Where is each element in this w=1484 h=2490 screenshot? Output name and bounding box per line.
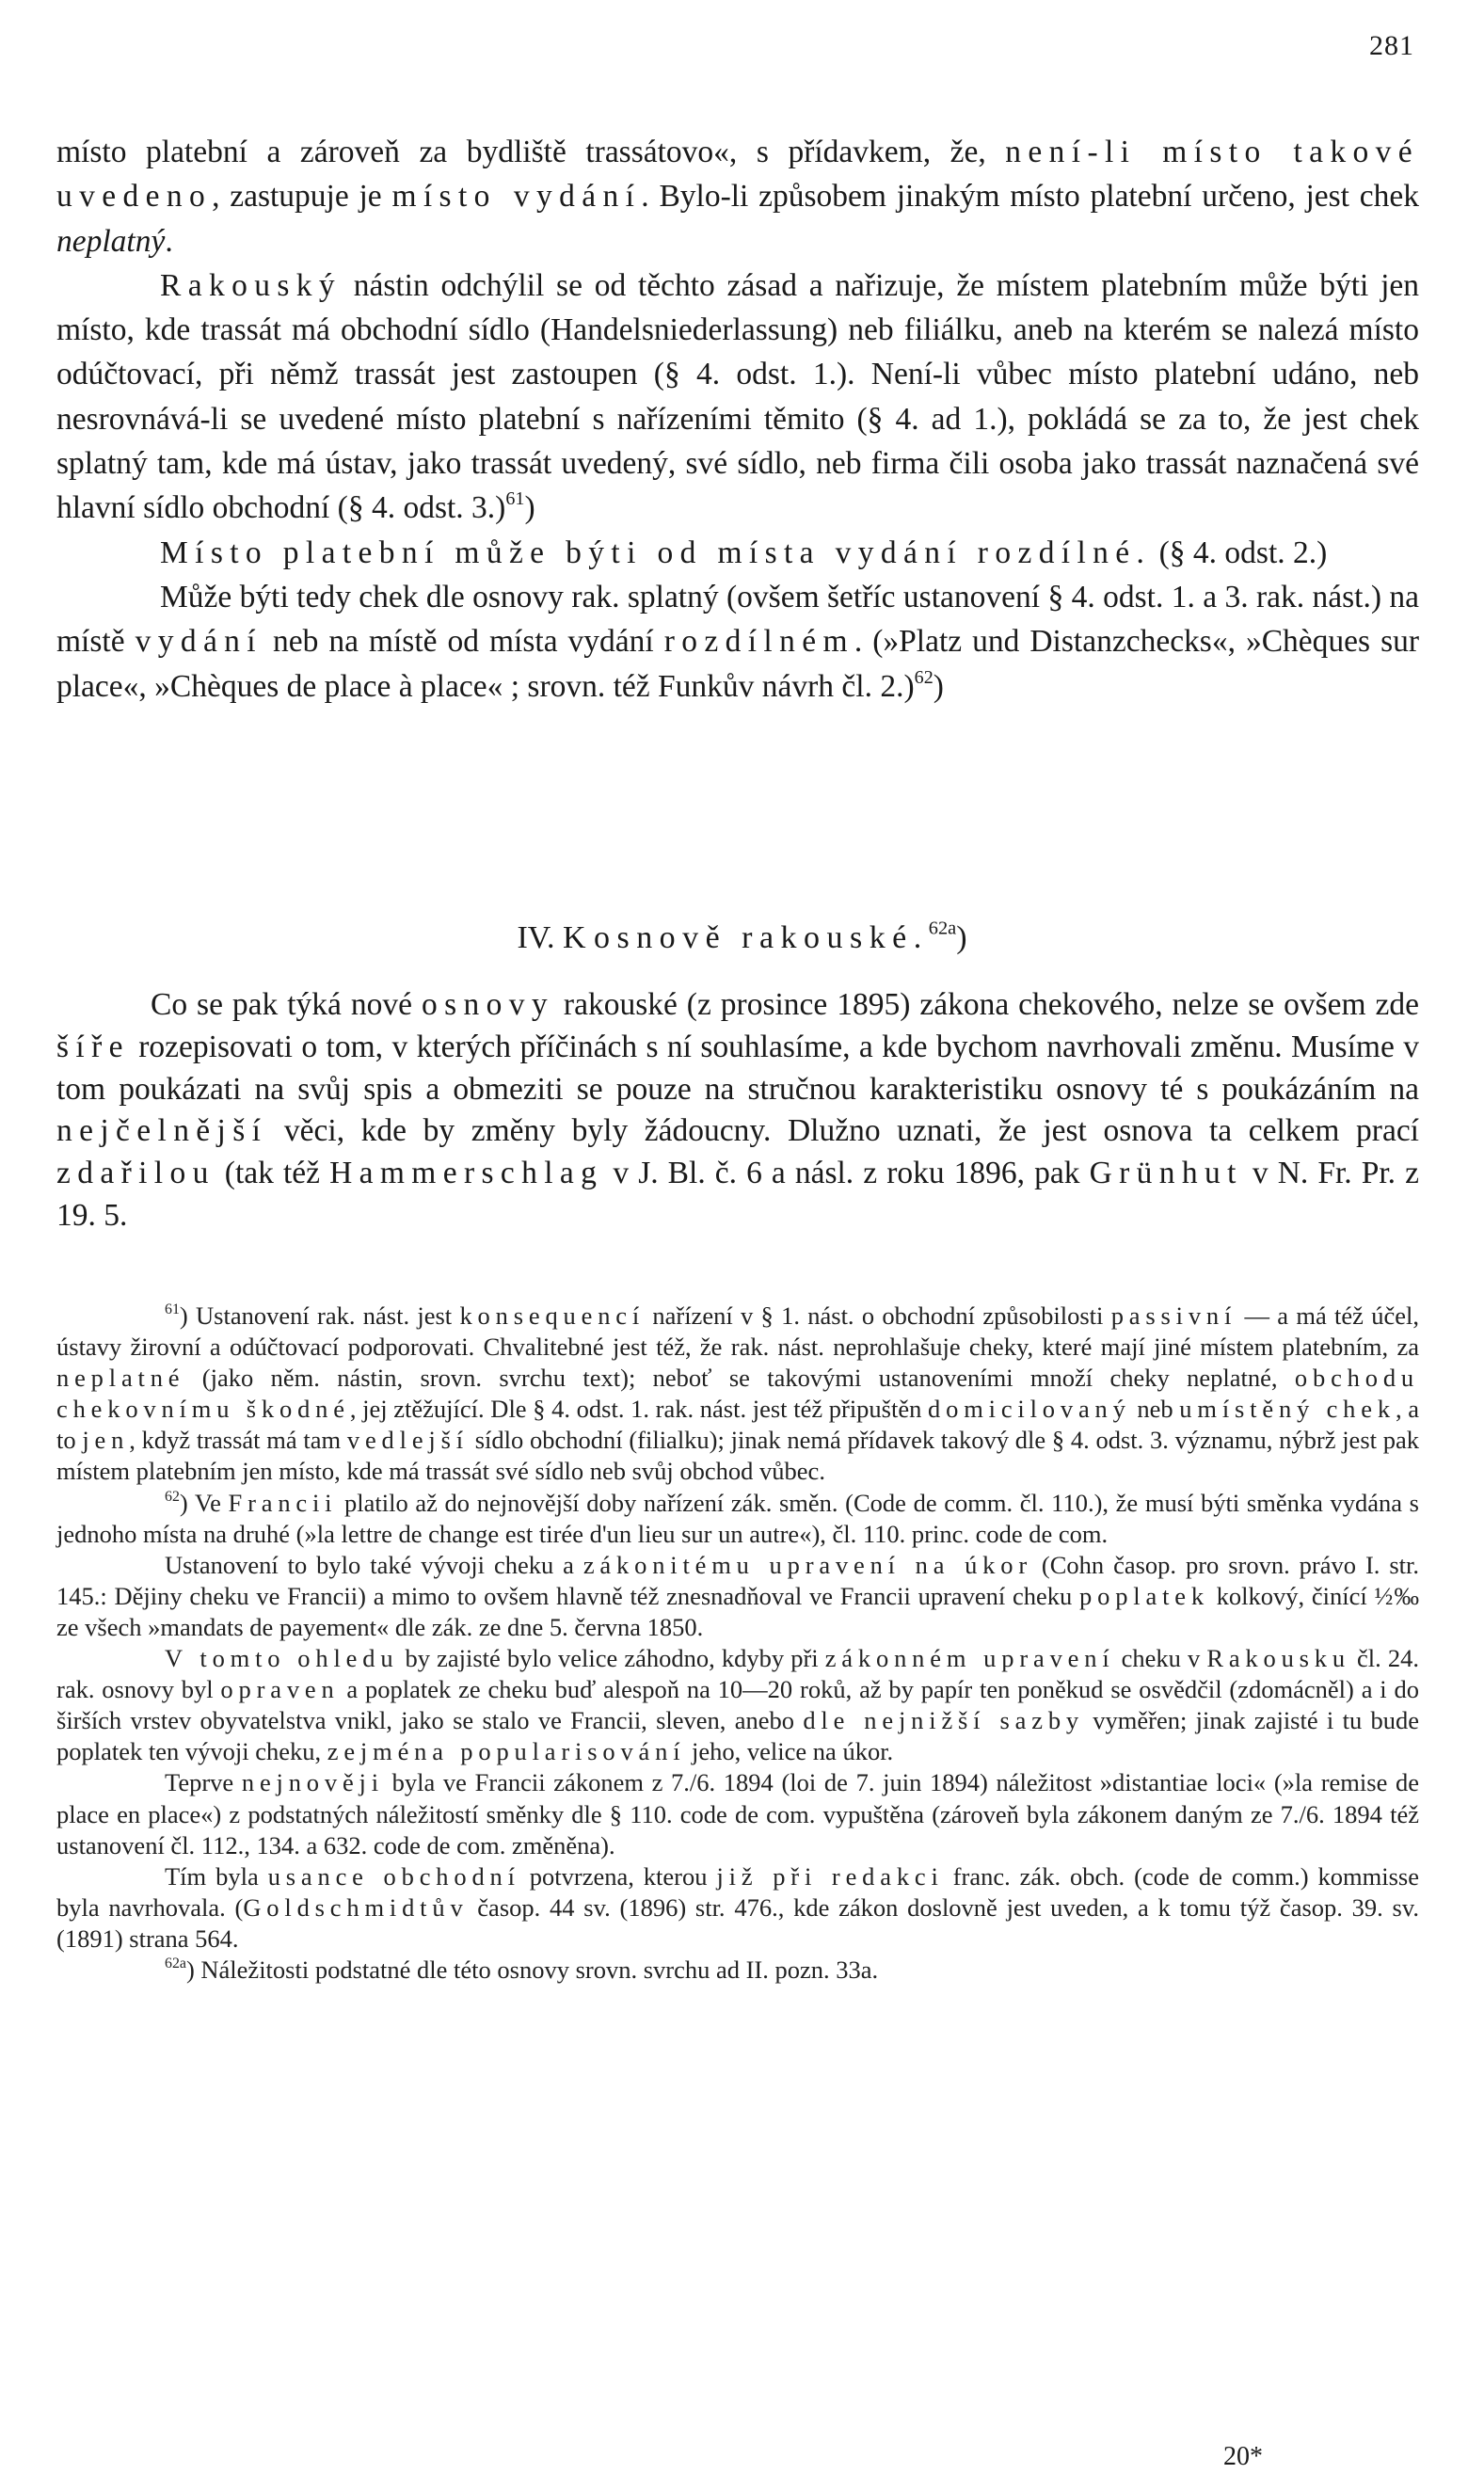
footnote-61 [56, 1301, 1419, 1488]
text-run: . [165, 223, 173, 259]
emphasis-spaced: osnovy [421, 987, 554, 1022]
footnote-ref: 62 [914, 666, 933, 688]
text-run: (Cohn časop. pro srovn. právo I. str. 145.: Dějiny cheku ve Francii) a mimo to ovšem hlavně též znesnadňoval ve Francii upravení cheku [56, 1550, 1419, 1610]
emphasis-spaced: dle nejnižší sazby [803, 1706, 1084, 1735]
text-run: ) Ve [179, 1488, 229, 1517]
emphasis-spaced: již při redakci [716, 1861, 944, 1891]
text-run: ) Ustanovení rak. nást. jest [179, 1301, 460, 1330]
footnote-ref: 62a [928, 918, 957, 939]
text-run: jeho, velice na úkor. [685, 1737, 894, 1766]
emphasis-spaced: zákonitému upravení na úkor [582, 1550, 1032, 1579]
paragraph [56, 531, 1419, 575]
text-run: neb na místě od místa vydání [262, 624, 664, 660]
section-heading [0, 920, 1484, 956]
emphasis-spaced: domicilovaný [928, 1395, 1131, 1424]
section-title: osnově rakouské. [594, 920, 929, 955]
text-run: , a to [56, 1395, 1419, 1455]
emphasis-spaced: usance obchodní [267, 1861, 520, 1891]
footnote-paragraph [56, 1643, 1419, 1767]
section-numeral: IV. K [517, 920, 594, 955]
emphasis-spaced: Goldschmidtův [243, 1892, 469, 1922]
emphasis-spaced: vedlejší [346, 1426, 469, 1455]
text-run: ) [956, 920, 967, 955]
footnote-ref: 61 [505, 488, 525, 510]
text-run: — a má též účel, ústavy žirovní a odúčtovací podporovati. Chvalitebné jest též, že rak. nást. neprohlašuje cheky, které mají jiné místem platebním, za [56, 1301, 1419, 1362]
text-run: rakouské (z prosince 1895) zákona chekového, nelze se ovšem zde [553, 987, 1419, 1022]
text-run: potvrzena, kterou [519, 1861, 717, 1891]
emphasis-spaced: neplatné [56, 1364, 185, 1393]
paragraph [56, 130, 1419, 263]
text-run: , jej ztěžující. Dle § 4. odst. 1. rak. nást. jest též připuštěn [349, 1395, 929, 1424]
text-run: v J. Bl. č. 6 a násl. z roku 1896, pak [603, 1156, 1090, 1191]
footnote-marker: 62 [165, 1488, 180, 1505]
text-run: v N. Fr. Pr. z 19. 5. [56, 1156, 1419, 1233]
main-text [56, 130, 1419, 709]
text-run: byla ve Francii zákonem z 7./6. 1894 (loi de 7. juin 1894) náležitost »distantiae loci« (»la remise de place en place«) z podstatných náležitostí směnky dle § 110. code de com. vypuštěna (zároveň byla zákonem daným ze 7./6. 1894 též ustanovení čl. 112., 134. a 632. code de com. změněna). [56, 1768, 1420, 1860]
emphasis-spaced: Rakousku [1206, 1644, 1350, 1673]
text-run: by zajisté bylo velice záhodno, kdyby při [398, 1644, 825, 1673]
emphasis-spaced: poplatek [1079, 1581, 1209, 1610]
emphasis-spaced: místo vydání [391, 179, 642, 215]
footnote-paragraph [56, 1861, 1419, 1955]
text-run: a poplatek ze cheku buď alespoň na 10—20 roků, až by papír ten poněkud se osvědčil (zdomácněl) a i do širších vrstev obyvatelstva vnikl, jako se stalo ve Francii, sleven, anebo [56, 1675, 1419, 1735]
text-run: sídlo obchodní (filialku); jinak nemá přídavek takový dle § 4. odst. 3. významu, nýbrž jest pak místem platebním jen místo, kde má trassát své sídlo neb svůj obchod vůbec. [56, 1426, 1419, 1486]
emphasis-spaced: rozdílném [663, 624, 854, 660]
emphasis-spaced: obchodu chekovnímu škodné [56, 1364, 1419, 1424]
emphasis-spaced: Grünhut [1089, 1156, 1243, 1191]
text-run: ) Náležitosti podstatné dle této osnovy srovn. svrchu ad II. pozn. 33a. [185, 1955, 879, 1984]
text-run: časop. 44 sv. (1896) str. 476., kde zákon doslovně jest uveden, a k tomu týž časop. 39. sv. (1891) strana 564. [56, 1892, 1419, 1953]
text-run: (jako něm. nástin, srovn. svrchu text); neboť se takovými ustanoveními množí cheky neplatné, [184, 1364, 1295, 1393]
text-run: nástin odchýlil se od těchto zásad a nařizuje, že místem platebním může býti jen místo, kde trassát má obchodní sídlo (Handelsniederlassung) neb filiálku, aneb na kterém se nalezá místo odúčtovací, při němž trassát jest zastoupen (§ 4. odst. 1.). Není-li vůbec místo platební udáno, neb nesrovnává-li se uvedené místo platební s nařízeními těmito (§ 4. ad 1.), pokládá se za to, že jest chek splatný tam, kde má ústav, jako trassát uvedený, své sídlo, neb firma čili osoba jako trassát naznačená své hlavní sídlo obchodní (§ 4. odst. 3.) [56, 267, 1419, 526]
emphasis-spaced: opraven [220, 1675, 340, 1704]
footnote-paragraph [56, 1550, 1419, 1643]
text-run: (§ 4. odst. 2.) [1151, 535, 1328, 570]
emphasis-spaced: umístěný chek [1179, 1395, 1396, 1424]
emphasis-spaced: passivní [1110, 1301, 1237, 1330]
text-run: franc. zák. obch. (code de comm.) kommisse byla navrhovala. ( [56, 1861, 1419, 1922]
emphasis-spaced: zejména popularisování [327, 1737, 686, 1766]
emphasis-spaced: V tomto ohledu [165, 1644, 399, 1673]
emphasis-spaced: nejčelnější [56, 1113, 268, 1149]
emphasis-spaced: konsequencí [459, 1301, 646, 1330]
text-run: ) [524, 490, 535, 526]
emphasis-spaced: vydání [135, 624, 263, 660]
emphasis-spaced: jen [82, 1426, 130, 1455]
footnote-marker: 61 [165, 1301, 180, 1317]
footnote-marker: 62a [165, 1955, 186, 1971]
text-run: , zastupuje je [212, 179, 392, 215]
text-run: nařízení v § 1. nást. o obchodní způsobilosti [645, 1301, 1111, 1330]
emphasis-spaced: zákonném upravení [824, 1644, 1115, 1673]
text-run: . (»Platz und Distanzchecks«, »Chèques sur place«, »Chèques de place à place« ; srovn. též Funkův návrh čl. 2.) [56, 624, 1420, 704]
text-run: Co se pak týká nové [151, 987, 422, 1022]
text-run: (tak též [215, 1156, 330, 1191]
text-run: místo platební a zároveň za bydliště trassátovo«, s přídavkem, že, [56, 135, 1006, 169]
text-run: , když trassát má tam [129, 1426, 347, 1455]
emphasis-spaced: není-li místo takové uvedeno [56, 135, 1419, 215]
text-run: Tím byla [165, 1861, 268, 1891]
text-run: Může býti tedy chek dle osnovy rak. splatný (ovšem šetříc ustanovení § 4. odst. 1. a 3. rak. nást.) na místě [56, 579, 1419, 660]
text-run: cheku v [1114, 1644, 1207, 1673]
footnotes [56, 1301, 1419, 1986]
emphasis-spaced: šíře [56, 1029, 130, 1064]
emphasis-spaced: Francii [228, 1488, 338, 1517]
paragraph [56, 263, 1419, 531]
signature-mark: 20* [1223, 2442, 1263, 2471]
text-run: . Bylo-li způsobem jinakým místo platební určeno, jest chek [641, 179, 1419, 215]
text-run: platilo až do nejnovější doby nařízení zák. směn. (Code de comm. čl. 110.), že musí býti směnka vydána s jednoho místa na druhé (»la lettre de change est tirée d'un lieu sur un autre«), čl. 110. princ. code de com. [56, 1488, 1419, 1548]
page-number: 281 [1369, 30, 1414, 61]
emphasis-spaced: Místo platební může býti od místa vydání rozdílné. [160, 535, 1152, 570]
text-run: vyměřen; jinak zajisté i tu bude poplatek ten vývoji cheku, [56, 1706, 1419, 1766]
text-run: Ustanovení to bylo také vývoji cheku a [165, 1550, 583, 1579]
text-run: neb [1130, 1395, 1180, 1424]
text-run: věci, kde by změny byly žádoucny. Dlužno uznati, že jest osnova ta celkem prací [267, 1113, 1419, 1149]
footnote-paragraph [56, 1767, 1419, 1860]
text-run: rozepisovati o tom, v kterých příčinách s ní souhlasíme, a kde bychom navrhovali změnu. Musíme v tom poukázati na svůj spis a obmeziti se pouze na stručnou karakteristiku osnovy té s poukázáním na [56, 1029, 1419, 1107]
emphasis-italic: neplatný [56, 223, 166, 259]
emphasis-spaced: nejnověji [241, 1768, 384, 1797]
footnote-62a [56, 1955, 1419, 1986]
text-run: kolkový, činící ½‰ ze všech »mandats de payement« dle zák. ze dne 5. června 1850. [56, 1581, 1419, 1641]
paragraph [56, 984, 1419, 1237]
section-text [56, 984, 1419, 1237]
emphasis-spaced: Hammerschlag [329, 1156, 604, 1191]
emphasis-spaced: zdařilou [56, 1156, 215, 1191]
text-run: čl. 24. rak. osnovy byl [56, 1644, 1419, 1704]
footnote-62 [56, 1488, 1419, 1550]
emphasis-spaced: Rakouský [160, 267, 342, 303]
text-run: Teprve [165, 1768, 242, 1797]
text-run: ) [933, 668, 944, 704]
paragraph [56, 575, 1419, 709]
